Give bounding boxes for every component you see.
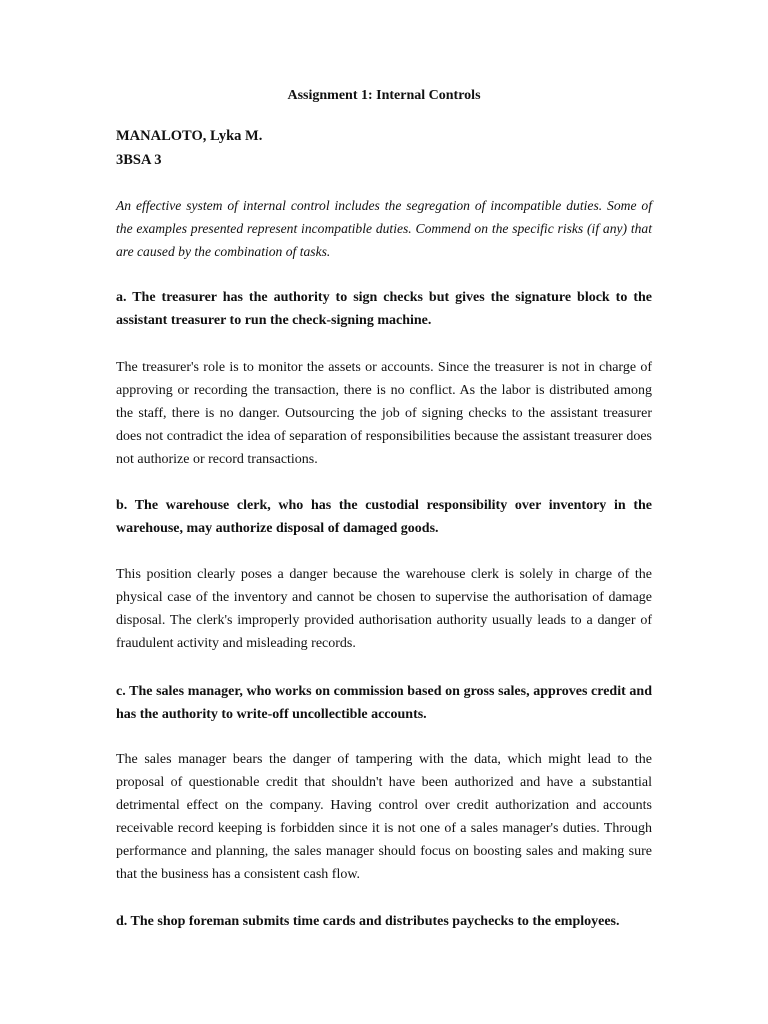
question-d: d. The shop foreman submits time cards and distributes paychecks to the employees. bbox=[116, 914, 620, 929]
question-a: a. The treasurer has the authority to sign checks but gives the signature block to the assistant treasurer to run the check-signing machine. bbox=[116, 290, 652, 328]
intro-paragraph: An effective system of internal control includes the segregation of incompatible duties. Some of the examples presented represent incompatible duties. Commend on the specific risks (if any) that are caused by the combination of tasks. bbox=[116, 198, 652, 259]
author-name: MANALOTO, Lyka M. bbox=[116, 128, 263, 144]
answer-a: The treasurer's role is to monitor the assets or accounts. Since the treasurer is not in charge of approving or recording the transaction, there is no conflict. As the labor is distributed among the staff, there is no danger. Outsourcing the job of signing checks to the assistant treasurer does not contradict the idea of separation of responsibilities because the assistant treasurer does not authorize or record transactions. bbox=[116, 360, 652, 467]
question-c: c. The sales manager, who works on commission based on gross sales, approves credit and has the authority to write-off uncollectible accounts. bbox=[116, 684, 652, 722]
answer-b: This position clearly poses a danger because the warehouse clerk is solely in charge of the physical case of the inventory and cannot be chosen to supervise the authorisation of damage disposal. The clerk's improperly provided authorisation authority usually leads to a danger of fraudulent activity and misleading records. bbox=[116, 567, 652, 651]
document-title: Assignment 1: Internal Controls bbox=[287, 88, 481, 103]
question-b: b. The warehouse clerk, who has the custodial responsibility over inventory in the warehouse, may authorize disposal of damaged goods. bbox=[116, 498, 652, 536]
author-section: 3BSA 3 bbox=[116, 152, 162, 168]
answer-c: The sales manager bears the danger of tampering with the data, which might lead to the proposal of questionable credit that shouldn't have been authorized and have a substantial detrimental effect on the company. Having control over credit authorization and accounts receivable record keeping is forbidden since it is not one of a sales manager's duties. Through performance and planning, the sales manager should focus on boosting sales and making sure that the business has a consistent cash flow. bbox=[116, 752, 652, 882]
